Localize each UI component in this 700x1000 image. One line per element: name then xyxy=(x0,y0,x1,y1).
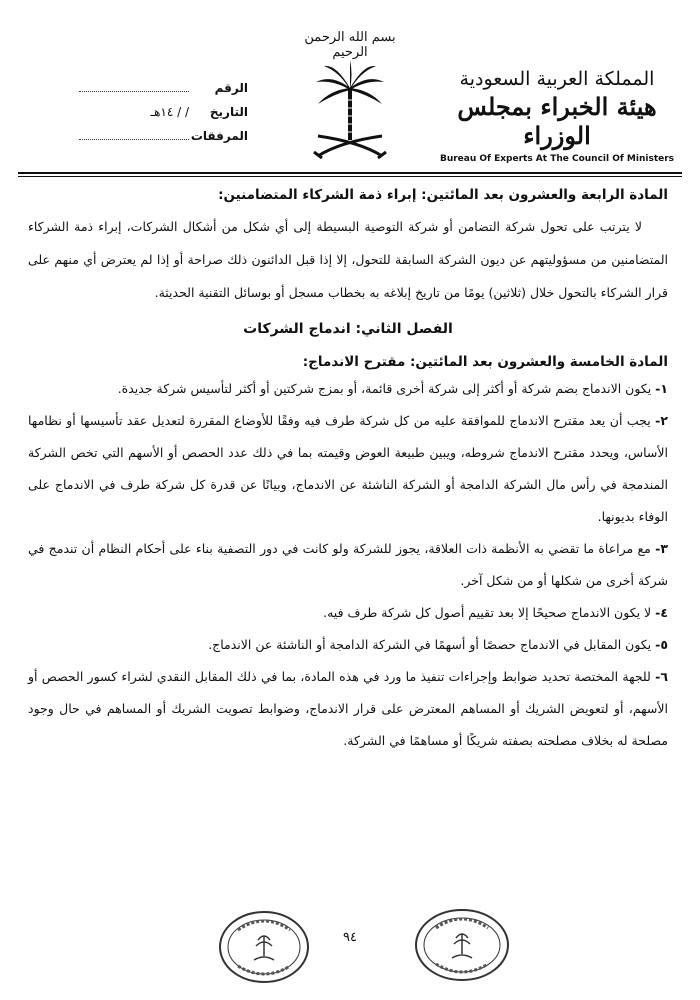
item-number: ٦- xyxy=(655,669,668,684)
date-row xyxy=(38,100,248,124)
item-text: مع مراعاة ما تقضي به الأنظمة ذات العلاقة، يجوز للشركة ولو كانت في دور التصفية بناء على أحكام النظام أن تندمج في شركة أخرى من شكلها أو من شكل آخر. xyxy=(28,541,668,588)
item-text: لا يكون الاندماج صحيحًا إلا بعد تقييم أصول كل شركة طرف فيه. xyxy=(323,605,652,620)
ref-number-label: الرقم xyxy=(214,81,248,95)
official-seal-stamp-icon xyxy=(218,910,310,984)
letterhead xyxy=(0,0,700,178)
item-text: يكون الاندماج بضم شركة أو أكثر إلى شركة أخرى قائمة، أو بمزج شركتين أو أكثر لتأسيس شركة جديدة. xyxy=(117,381,652,396)
bureau-name-english: Bureau Of Experts At The Council Of Ministers xyxy=(439,154,675,164)
item-number: ٢- xyxy=(655,413,668,428)
country-name: المملكة العربية السعودية xyxy=(459,68,655,90)
list-item xyxy=(28,661,668,757)
list-item xyxy=(28,533,668,597)
ref-number-row xyxy=(38,76,248,100)
saudi-emblem-palm-swords-icon xyxy=(310,60,390,160)
article-224-text: لا يترتب على تحول شركة التضامن أو شركة التوصية البسيطة إلى أي شكل من أشكال الشركات، إبراء ذمة الشركاء المتضامنين من مسؤوليتهم عن ديون الشركة السابقة للتحول، إلا إذا قبل الدائنون ذلك صراحة أو إذا لم يعترض أي منهم على قرار الشركاء بالتحول خلال (ثلاثين) يومًا من تاريخ إبلاغه به بخطاب مسجل أو بوسائل التقنية الحديثة. xyxy=(28,219,668,300)
document-body xyxy=(28,178,668,757)
list-item xyxy=(28,405,668,533)
organization-name xyxy=(432,68,682,164)
item-text: يجب أن يعد مقترح الاندماج للموافقة عليه من كل شركة طرف فيه وفقًا للأوضاع المقررة لتعديل عقد تأسيسها أو نظامها الأساس، ويحدد مقترح الاندماج شروطه، ويبين طبيعة العوض وقيمته بما في ذلك عدد الحصص أو الأسهم التي تخص الشركة المندمجة في رأس مال الشركة الدامجة أو الشركة الناشئة عن الاندماج، وبيانًا عن قدرة كل شركة طرف في الاندماج على الوفاء بديونها. xyxy=(28,413,668,524)
list-item xyxy=(28,373,668,405)
item-number: ٥- xyxy=(655,637,668,652)
date-label: التاريخ xyxy=(209,105,248,119)
item-text: للجهة المختصة تحديد ضوابط وإجراءات تنفيذ ما ورد في هذه المادة، بما في ذلك المقابل النقدي لشراء كسور الحصص أو الأسهم، أو لتعويض الشريك أو المساهم المعترض على قرار الاندماج، وضوابط تصويت الشريك أو المساهم في حال وجود مصلحة له بخلاف مصلحته بصفته شريكًا أو مساهمًا في الشركة. xyxy=(28,669,668,748)
date-value: / / ١٤هـ xyxy=(150,105,189,119)
attachments-label: المرفقات xyxy=(190,129,248,143)
basmala: بسم الله الرحمن الرحيم xyxy=(304,30,396,60)
list-item xyxy=(28,597,668,629)
header-divider-thin xyxy=(18,176,682,177)
article-224-title: المادة الرابعة والعشرون بعد المائتين: إبراء ذمة الشركاء المتضامنين: xyxy=(218,187,668,203)
item-text: يكون المقابل في الاندماج حصصًا أو أسهمًا في الشركة الدامجة أو الناشئة عن الاندماج. xyxy=(208,637,652,652)
item-number: ١- xyxy=(655,381,668,396)
item-number: ٤- xyxy=(655,605,668,620)
header-divider xyxy=(18,172,682,174)
chapter-title: الفصل الثاني: اندماج الشركات xyxy=(243,321,453,337)
article-225-title: المادة الخامسة والعشرون بعد المائتين: مقترح الاندماج: xyxy=(302,354,668,370)
item-number: ٣- xyxy=(655,541,668,556)
page-number: ٩٤ xyxy=(343,930,357,945)
ref-number-value xyxy=(38,76,193,100)
bureau-name-arabic: هيئة الخبراء بمجلس الوزراء xyxy=(457,92,657,150)
reference-fields xyxy=(38,76,248,148)
attachments-value xyxy=(38,124,193,148)
list-item xyxy=(28,629,668,661)
official-seal-stamp-icon xyxy=(414,908,510,982)
attachments-row xyxy=(38,124,248,148)
